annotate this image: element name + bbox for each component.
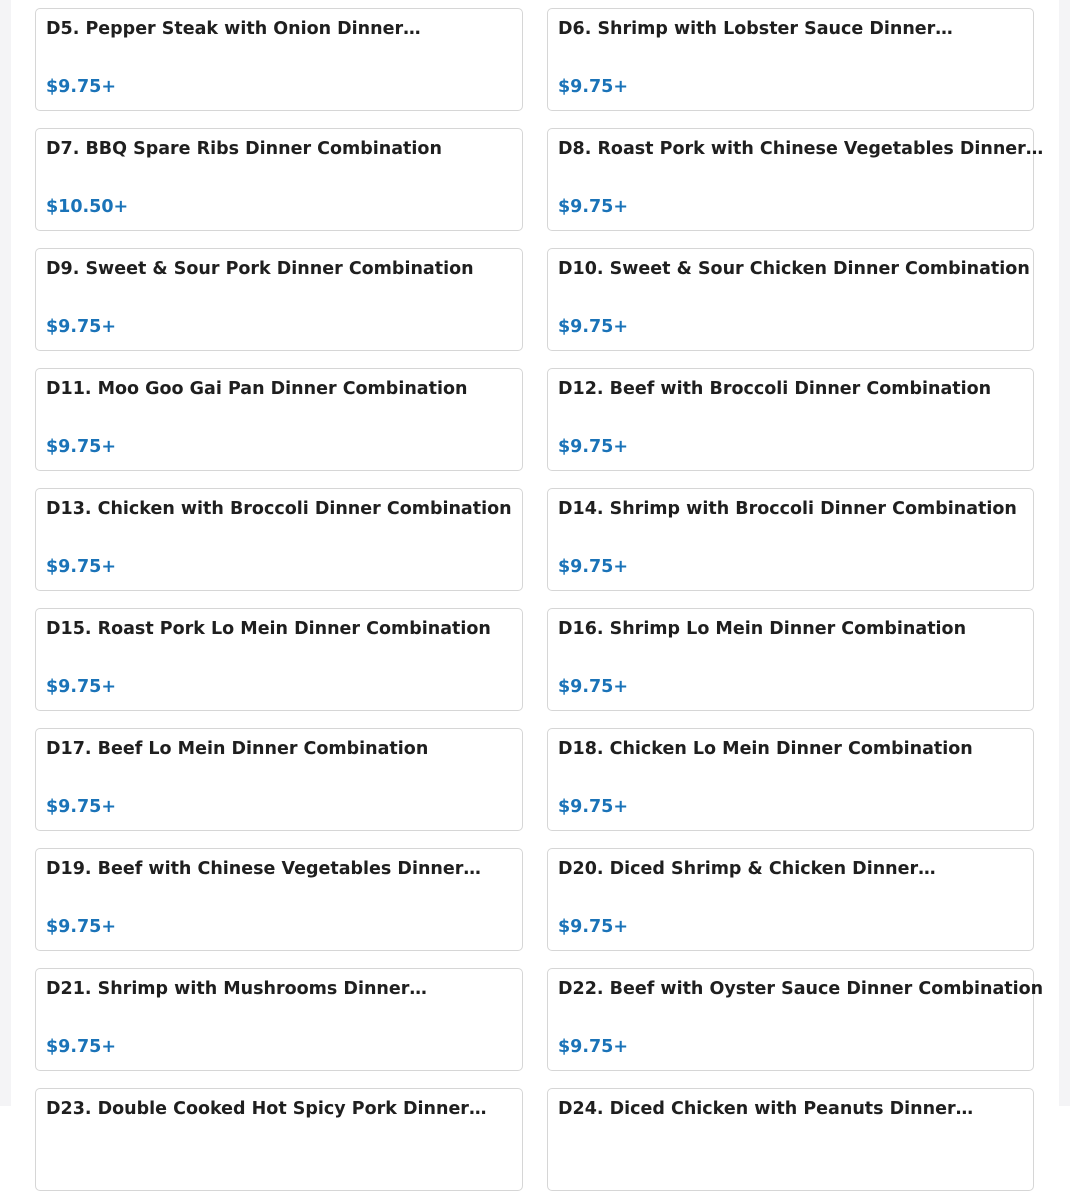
menu-item-price: $9.75+	[558, 797, 629, 817]
menu-item-card[interactable]	[547, 248, 1034, 351]
menu-item-card[interactable]	[35, 488, 523, 591]
menu-item-name: D15. Roast Pork Lo Mein Dinner Combination	[46, 619, 491, 639]
menu-item-card[interactable]	[547, 368, 1034, 471]
menu-items-grid	[35, 8, 1044, 1191]
menu-item-name: D24. Diced Chicken with Peanuts Dinner…	[558, 1099, 974, 1119]
menu-item-price: $9.75+	[558, 77, 629, 97]
menu-item-name: D14. Shrimp with Broccoli Dinner Combination	[558, 499, 1017, 519]
menu-item-name: D16. Shrimp Lo Mein Dinner Combination	[558, 619, 967, 639]
menu-item-card[interactable]	[35, 128, 523, 231]
menu-item-card[interactable]	[547, 128, 1044, 231]
menu-item-name: D5. Pepper Steak with Onion Dinner…	[46, 19, 421, 39]
menu-item-card[interactable]	[547, 968, 1044, 1071]
page-left-margin	[0, 0, 11, 1106]
menu-item-price: $9.75+	[46, 557, 117, 577]
menu-item-name: D9. Sweet & Sour Pork Dinner Combination	[46, 259, 474, 279]
menu-item-price: $9.75+	[558, 197, 629, 217]
menu-item-price: $10.50+	[46, 197, 129, 217]
menu-item-name: D7. BBQ Spare Ribs Dinner Combination	[46, 139, 442, 159]
menu-item-price: $9.75+	[46, 1037, 117, 1057]
menu-item-name: D10. Sweet & Sour Chicken Dinner Combination	[558, 259, 1030, 279]
menu-item-price: $9.75+	[46, 437, 117, 457]
menu-item-card[interactable]	[35, 608, 523, 711]
menu-item-card[interactable]	[35, 848, 523, 951]
menu-item-card[interactable]	[547, 608, 1034, 711]
menu-item-card[interactable]	[547, 8, 1034, 111]
menu-item-card[interactable]	[35, 248, 523, 351]
menu-item-price: $9.75+	[46, 797, 117, 817]
menu-item-card[interactable]	[547, 848, 1034, 951]
menu-item-price: $9.75+	[46, 917, 117, 937]
menu-item-name: D6. Shrimp with Lobster Sauce Dinner…	[558, 19, 953, 39]
menu-item-name: D17. Beef Lo Mein Dinner Combination	[46, 739, 429, 759]
menu-item-name: D11. Moo Goo Gai Pan Dinner Combination	[46, 379, 468, 399]
menu-item-price: $9.75+	[558, 557, 629, 577]
menu-item-price: $9.75+	[558, 317, 629, 337]
menu-item-name: D12. Beef with Broccoli Dinner Combination	[558, 379, 992, 399]
menu-item-name: D22. Beef with Oyster Sauce Dinner Combination	[558, 979, 1044, 999]
menu-item-card[interactable]	[547, 1088, 1034, 1191]
page-right-margin	[1059, 0, 1070, 1106]
menu-item-price: $9.75+	[558, 917, 629, 937]
menu-item-card[interactable]	[35, 8, 523, 111]
menu-item-name: D13. Chicken with Broccoli Dinner Combination	[46, 499, 512, 519]
menu-item-card[interactable]	[35, 368, 523, 471]
menu-item-price: $9.75+	[46, 317, 117, 337]
menu-item-name: D20. Diced Shrimp & Chicken Dinner…	[558, 859, 936, 879]
menu-item-card[interactable]	[547, 488, 1034, 591]
menu-item-name: D8. Roast Pork with Chinese Vegetables Dinner…	[558, 139, 1044, 159]
menu-item-price: $9.75+	[46, 677, 117, 697]
menu-item-card[interactable]	[547, 728, 1034, 831]
menu-item-price: $9.75+	[558, 677, 629, 697]
menu-item-price: $9.75+	[558, 437, 629, 457]
menu-item-card[interactable]	[35, 728, 523, 831]
menu-item-name: D23. Double Cooked Hot Spicy Pork Dinner…	[46, 1099, 487, 1119]
menu-item-name: D19. Beef with Chinese Vegetables Dinner…	[46, 859, 481, 879]
menu-item-price: $9.75+	[46, 77, 117, 97]
menu-item-name: D18. Chicken Lo Mein Dinner Combination	[558, 739, 973, 759]
menu-item-card[interactable]	[35, 968, 523, 1071]
menu-item-price: $9.75+	[558, 1037, 629, 1057]
menu-item-name: D21. Shrimp with Mushrooms Dinner…	[46, 979, 427, 999]
menu-item-card[interactable]	[35, 1088, 523, 1191]
